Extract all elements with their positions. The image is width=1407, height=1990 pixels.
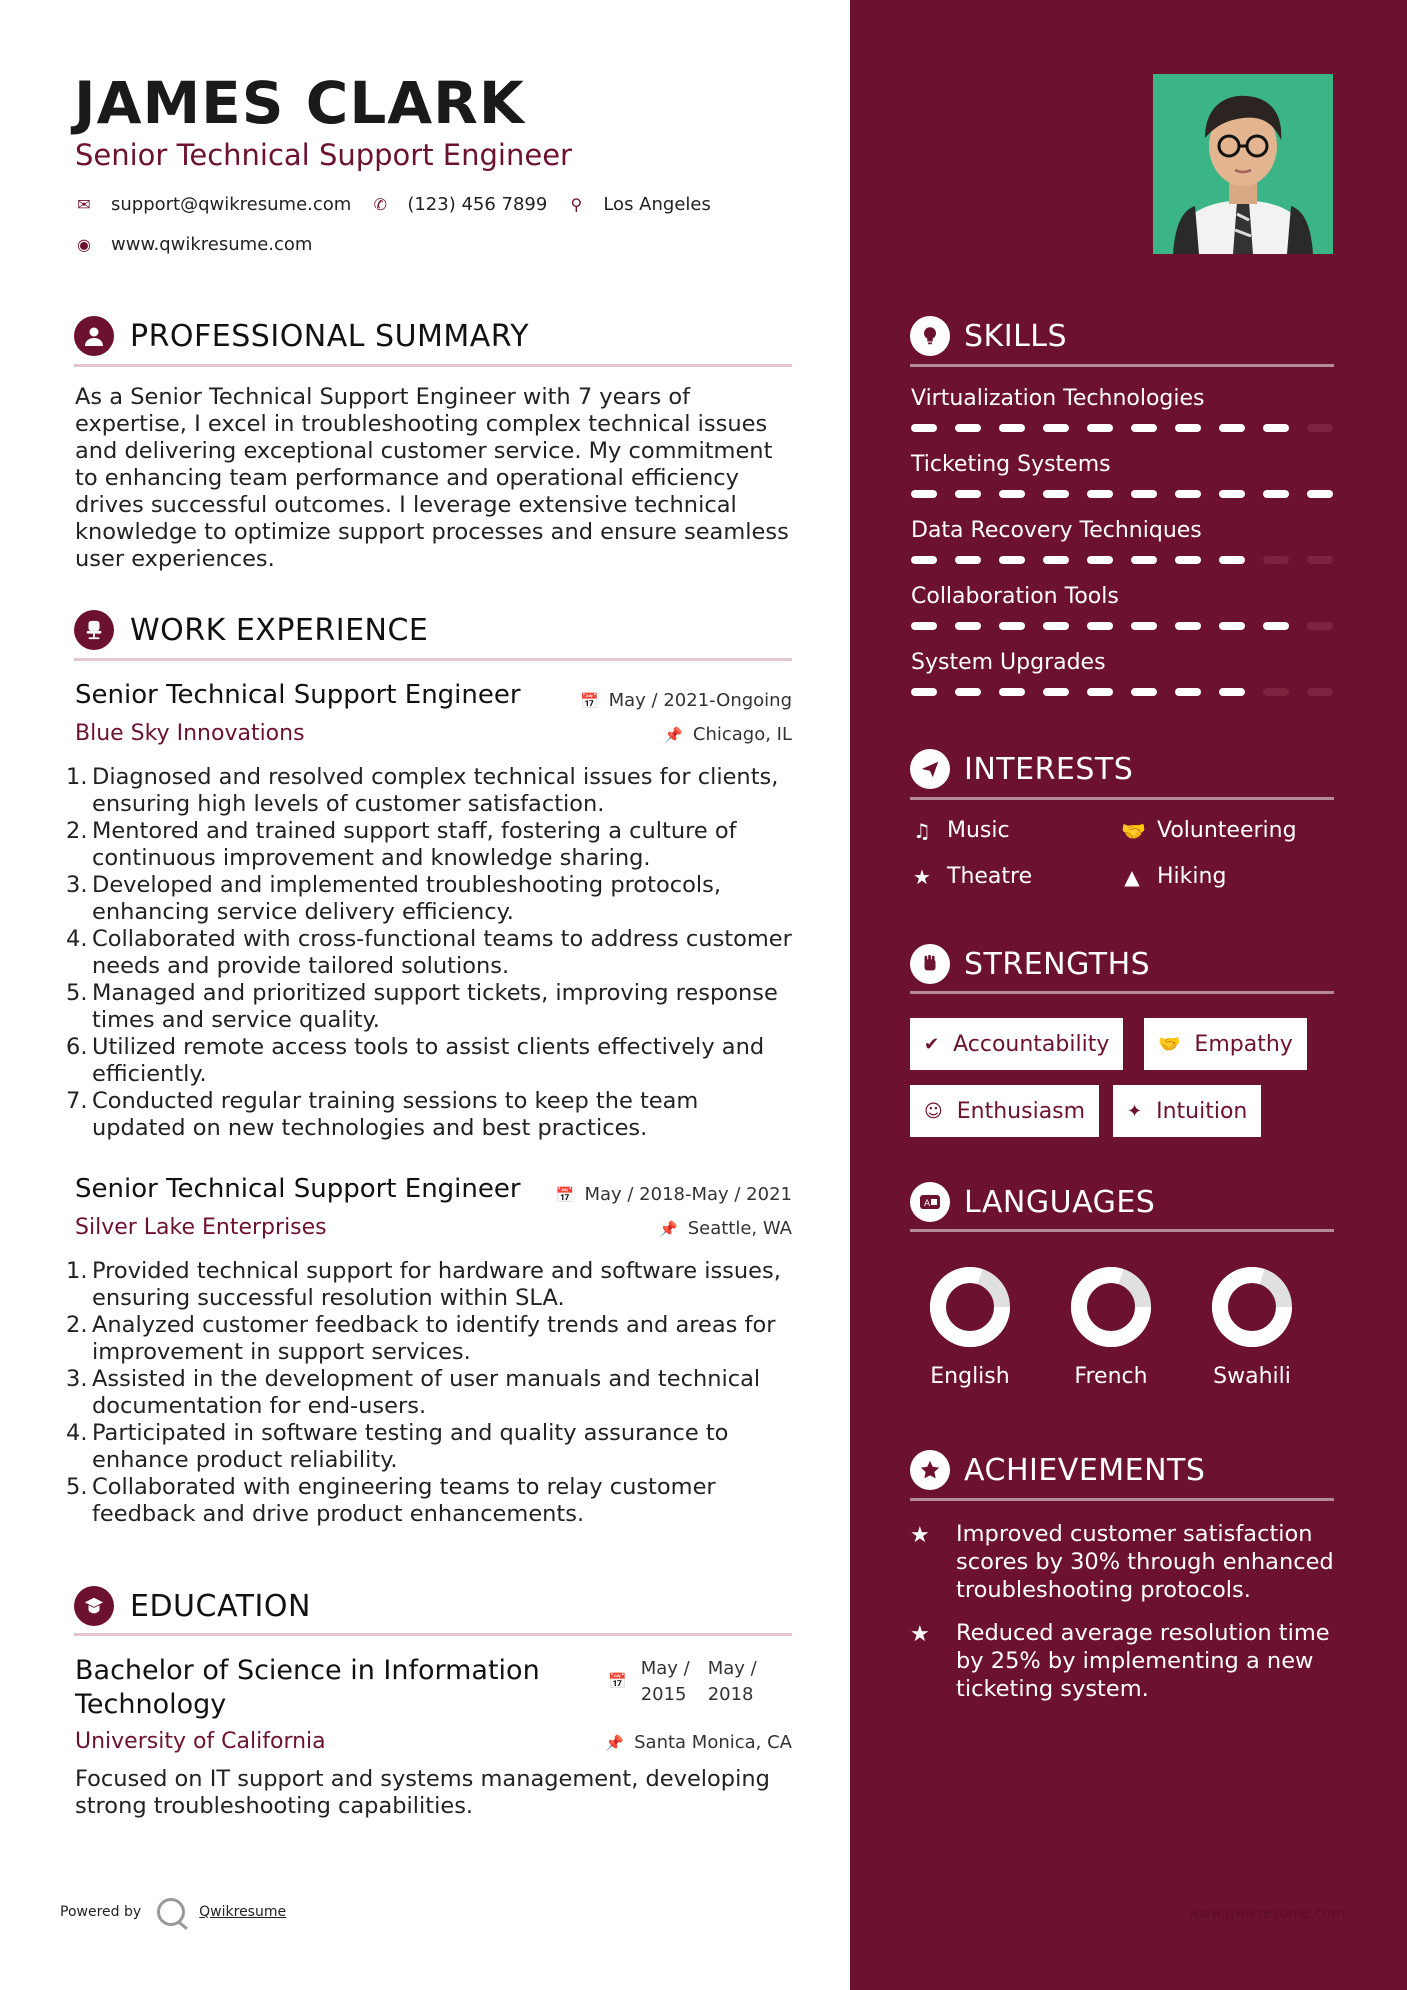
- skill-level-bar: [911, 490, 1351, 498]
- strengths-divider: [910, 991, 1334, 994]
- skill-level-segment: [955, 424, 981, 432]
- education-divider: [74, 1633, 792, 1636]
- graduate-icon: [74, 1586, 114, 1626]
- job-date-text: May / 2021-Ongoing: [608, 690, 792, 711]
- language-name: French: [1074, 1364, 1148, 1389]
- job-location-text: Seattle, WA: [687, 1218, 792, 1239]
- contact-phone: (123) 456 7899: [407, 194, 548, 215]
- skill-level-segment: [1175, 424, 1201, 432]
- language-item: [1041, 1262, 1181, 1389]
- job-location: [659, 1218, 792, 1239]
- skill-level-bar: [911, 688, 1351, 696]
- skill-level-segment: [999, 622, 1025, 630]
- skill-level-segment: [1087, 688, 1113, 696]
- paper-plane-icon: [910, 749, 950, 789]
- list-item: 3. Developed and implemented troubleshooting protocols, enhancing service delivery efficiency.: [66, 872, 721, 925]
- music-note-icon: ♫: [913, 818, 931, 843]
- lightbulb-icon: [910, 316, 950, 356]
- skill-level-segment: [1043, 622, 1069, 630]
- summary-text: As a Senior Technical Support Engineer with 7 years of expertise, I excel in troubleshooting complex technical issues and delivering exceptional customer service. My commitment to enhancing team performance and operational efficiency drives successful outcomes. I leverage extensive technical knowledge to optimize support processes and ensure seamless user experiences.: [75, 384, 789, 572]
- qwikresume-link[interactable]: Qwikresume: [199, 1904, 287, 1920]
- contact-website[interactable]: www.qwikresume.com: [111, 234, 313, 255]
- skill-level-segment: [1043, 556, 1069, 564]
- experience-title: WORK EXPERIENCE: [130, 612, 429, 648]
- strength-chip: ✦ Intuition: [1113, 1085, 1261, 1137]
- education-location: 📌 Santa Monica, CA: [605, 1732, 792, 1753]
- handshake-icon: 🤝: [1121, 818, 1146, 843]
- job-title: Senior Technical Support Engineer: [75, 680, 521, 710]
- job-bullets: [66, 764, 796, 1142]
- star-icon: ★: [910, 1622, 930, 1647]
- achievements-heading: [910, 1450, 1334, 1490]
- interest-music: ♫ Music: [911, 818, 1010, 843]
- job-date: [580, 690, 792, 711]
- summary-divider: [74, 364, 792, 367]
- language-item: [1182, 1262, 1322, 1389]
- skill-name: System Upgrades: [911, 650, 1106, 675]
- education-description: Focused on IT support and systems management, developing strong troubleshooting capabilities.: [75, 1766, 770, 1819]
- skill-level-segment: [1175, 688, 1201, 696]
- list-item: 2. Analyzed customer feedback to identify trends and areas for improvement in support services.: [66, 1312, 776, 1365]
- interests-title: INTERESTS: [964, 751, 1134, 787]
- skill-level-segment: [1131, 490, 1157, 498]
- star-badge-icon: [910, 1450, 950, 1490]
- skill-name: Virtualization Technologies: [911, 386, 1205, 411]
- strength-chip: 🤝 Empathy: [1144, 1018, 1307, 1070]
- skill-name: Ticketing Systems: [911, 452, 1111, 477]
- candidate-name: JAMES CLARK: [74, 69, 525, 137]
- list-item: 2. Mentored and trained support staff, fostering a culture of continuous improvement and knowledge sharing.: [66, 818, 737, 871]
- skill-level-segment: [999, 490, 1025, 498]
- list-item: 1. Diagnosed and resolved complex technical issues for clients, ensuring high levels of customer satisfaction.: [66, 764, 779, 817]
- skill-level-segment: [1219, 424, 1245, 432]
- pushpin-icon: 📌: [664, 725, 683, 744]
- skill-level-segment: [1219, 622, 1245, 630]
- skill-level-segment: [955, 490, 981, 498]
- skill-level-segment: [911, 688, 937, 696]
- map-pin-icon: ⚲: [570, 195, 583, 214]
- phone-icon: ✆: [373, 195, 388, 214]
- job-company: Blue Sky Innovations: [75, 721, 305, 746]
- calendar-icon: 📅: [579, 691, 599, 710]
- languages-title: LANGUAGES: [964, 1184, 1156, 1220]
- globe-icon: ◉: [77, 235, 91, 254]
- skill-level-segment: [999, 688, 1025, 696]
- watermark: www.qwikresume.com: [1188, 1906, 1345, 1922]
- education-end: May / 2018: [707, 1658, 757, 1705]
- skill-level-segment: [955, 688, 981, 696]
- star-icon: ★: [913, 864, 931, 889]
- skill-level-segment: [1175, 622, 1201, 630]
- skill-level-segment: [1043, 424, 1069, 432]
- summary-title: PROFESSIONAL SUMMARY: [130, 318, 530, 354]
- skill-level-bar: [911, 622, 1351, 630]
- skill-level-segment: [1219, 490, 1245, 498]
- skill-level-segment: [999, 424, 1025, 432]
- footer: [60, 1898, 286, 1926]
- education-school: University of California: [75, 1729, 326, 1754]
- list-item: 5. Collaborated with engineering teams to relay customer feedback and drive product enhancements.: [66, 1474, 716, 1527]
- list-item: 1. Provided technical support for hardware and software issues, ensuring successful resolution within SLA.: [66, 1258, 781, 1311]
- handshake-icon: 🤝: [1158, 1033, 1181, 1055]
- pushpin-icon: 📌: [659, 1219, 678, 1238]
- achievements-divider: [910, 1498, 1334, 1501]
- website-row: [75, 234, 332, 255]
- skill-level-segment: [1263, 556, 1289, 564]
- language-icon: [910, 1182, 950, 1222]
- strengths-title: STRENGTHS: [964, 946, 1151, 982]
- job-location: [664, 724, 792, 745]
- list-item: 7. Conducted regular training sessions to keep the team updated on new technologies and best practices.: [66, 1088, 699, 1141]
- candidate-title: Senior Technical Support Engineer: [75, 138, 572, 172]
- skill-level-segment: [1043, 688, 1069, 696]
- envelope-icon: ✉: [77, 195, 91, 214]
- education-start: May / 2015: [640, 1658, 690, 1705]
- list-item: 6. Utilized remote access tools to assist clients effectively and efficiently.: [66, 1034, 765, 1087]
- languages-divider: [910, 1229, 1334, 1232]
- skill-level-segment: [1263, 490, 1289, 498]
- skill-level-segment: [955, 556, 981, 564]
- magic-wand-icon: ✦: [1127, 1100, 1143, 1122]
- language-item: [900, 1262, 1040, 1389]
- skill-level-segment: [1307, 688, 1333, 696]
- svg-text:A: A: [924, 1199, 931, 1209]
- skill-level-segment: [1219, 688, 1245, 696]
- skill-level-segment: [1263, 622, 1289, 630]
- education-title: EDUCATION: [130, 1588, 311, 1624]
- achievement-item: ★ Improved customer satisfaction scores by 30% through enhanced troubleshooting protocols.: [910, 1521, 1334, 1603]
- skill-level-segment: [1263, 688, 1289, 696]
- interest-theatre: ★ Theatre: [911, 864, 1032, 889]
- strength-chip: ✔ Accountability: [910, 1018, 1123, 1070]
- job-bullets: [66, 1258, 796, 1528]
- skill-level-segment: [1087, 424, 1113, 432]
- list-item: 4. Participated in software testing and quality assurance to enhance product reliability.: [66, 1420, 729, 1473]
- list-item: 4. Collaborated with cross-functional teams to address customer needs and provide tailored solutions.: [66, 926, 792, 979]
- profile-photo: [1153, 74, 1333, 254]
- office-chair-icon: [74, 610, 114, 650]
- job-location-text: Chicago, IL: [692, 724, 792, 745]
- skills-heading: [910, 316, 1334, 356]
- summary-heading: [74, 316, 792, 356]
- experience-divider: [74, 658, 792, 661]
- language-name: Swahili: [1213, 1364, 1291, 1389]
- skill-level-bar: [911, 556, 1351, 564]
- skills-divider: [910, 364, 1334, 367]
- skill-level-segment: [1307, 424, 1333, 432]
- fist-icon: [910, 944, 950, 984]
- education-heading: [74, 1586, 792, 1626]
- language-name: English: [930, 1364, 1010, 1389]
- achievements-title: ACHIEVEMENTS: [964, 1452, 1206, 1488]
- star-icon: ★: [910, 1523, 930, 1548]
- skill-level-segment: [1307, 622, 1333, 630]
- strengths-heading: [910, 944, 1334, 984]
- smile-icon: ☺: [924, 1100, 943, 1122]
- job-date: [556, 1184, 792, 1205]
- skill-level-segment: [1219, 556, 1245, 564]
- skill-name: Data Recovery Techniques: [911, 518, 1202, 543]
- check-circle-icon: ✔: [924, 1033, 940, 1055]
- contact-location: Los Angeles: [603, 194, 711, 215]
- skill-level-segment: [1087, 556, 1113, 564]
- skill-level-segment: [1131, 622, 1157, 630]
- interests-heading: [910, 749, 1334, 789]
- skills-title: SKILLS: [964, 318, 1068, 354]
- skill-level-segment: [1263, 424, 1289, 432]
- skill-level-segment: [911, 622, 937, 630]
- language-level-donut: [1207, 1262, 1297, 1352]
- skill-level-segment: [911, 556, 937, 564]
- qwikresume-logo-icon: [157, 1898, 185, 1926]
- job-date-text: May / 2018-May / 2021: [584, 1184, 792, 1205]
- contact-row: [75, 194, 731, 215]
- languages-heading: [910, 1182, 1334, 1222]
- skill-level-segment: [911, 424, 937, 432]
- skill-level-segment: [1307, 556, 1333, 564]
- skill-level-segment: [955, 622, 981, 630]
- job-title: Senior Technical Support Engineer: [75, 1174, 521, 1204]
- calendar-icon: 📅: [608, 1672, 627, 1690]
- calendar-icon: 📅: [555, 1185, 575, 1204]
- skill-level-segment: [1131, 688, 1157, 696]
- education-degree: Bachelor of Science in Information Technology: [75, 1655, 540, 1720]
- tree-icon: ▲: [1124, 864, 1140, 889]
- job-company: Silver Lake Enterprises: [75, 1215, 327, 1240]
- contact-email[interactable]: support@qwikresume.com: [111, 194, 352, 215]
- pushpin-icon: 📌: [605, 1733, 625, 1752]
- user-icon: [74, 316, 114, 356]
- list-item: 3. Assisted in the development of user manuals and technical documentation for end-users.: [66, 1366, 761, 1419]
- skill-level-segment: [999, 556, 1025, 564]
- language-level-donut: [925, 1262, 1015, 1352]
- interest-hiking: ▲ Hiking: [1121, 864, 1226, 889]
- skill-level-segment: [1087, 622, 1113, 630]
- skill-level-segment: [1307, 490, 1333, 498]
- achievement-item: ★ Reduced average resolution time by 25% by implementing a new ticketing system.: [910, 1620, 1330, 1702]
- powered-by-label: Powered by: [60, 1904, 142, 1920]
- skill-level-segment: [1043, 490, 1069, 498]
- experience-heading: [74, 610, 792, 650]
- interests-divider: [910, 797, 1334, 800]
- list-item: 5. Managed and prioritized support tickets, improving response times and service quality.: [66, 980, 778, 1033]
- interest-volunteering: 🤝 Volunteering: [1121, 818, 1297, 843]
- education-dates: [608, 1656, 775, 1708]
- strength-chip: ☺ Enthusiasm: [910, 1085, 1099, 1137]
- skill-level-segment: [911, 490, 937, 498]
- language-level-donut: [1066, 1262, 1156, 1352]
- skill-level-bar: [911, 424, 1351, 432]
- skill-level-segment: [1175, 556, 1201, 564]
- skill-level-segment: [1131, 556, 1157, 564]
- skill-name: Collaboration Tools: [911, 584, 1119, 609]
- skill-level-segment: [1087, 490, 1113, 498]
- skill-level-segment: [1131, 424, 1157, 432]
- skill-level-segment: [1175, 490, 1201, 498]
